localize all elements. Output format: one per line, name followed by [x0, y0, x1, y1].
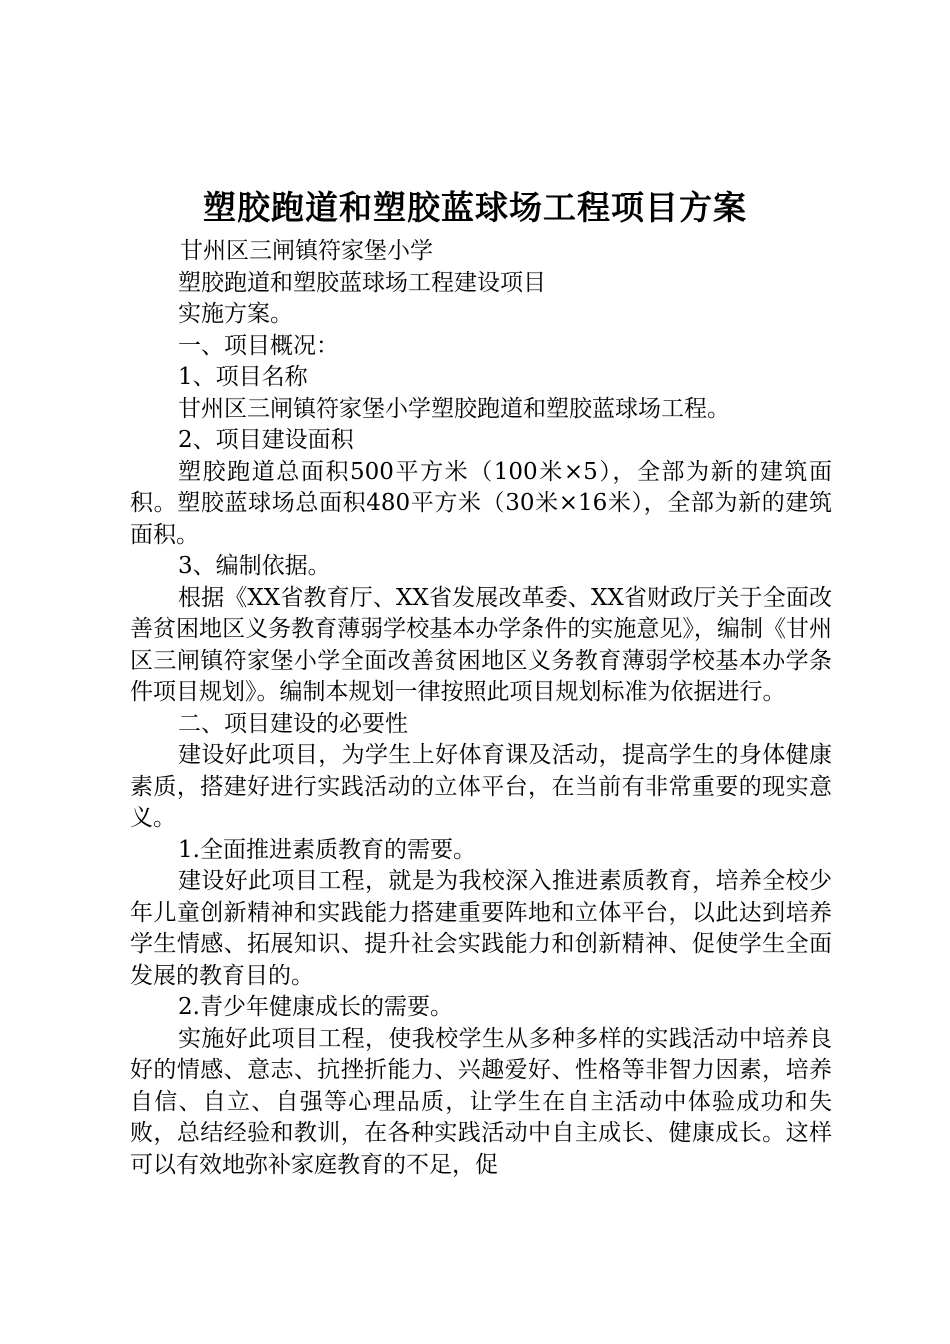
heading-construction-area: 2、项目建设面积 [178, 427, 354, 453]
heading-healthy-growth: 2.青少年健康成长的需要。 [178, 994, 453, 1020]
heading-necessity: 二、项目建设的必要性 [178, 710, 408, 737]
paragraph-quality-education: 建设好此项目工程，就是为我校深入推进素质教育，培养全校少年儿童创新精神和实践能力搭建重要阵地和立体平台，以此达到培养学生情感、拓展知识、提升社会实践能力和创新精神、促使学生全面发展的教育目的。 [130, 868, 832, 989]
paragraph-basis: 根据《XX省教育厅、XX省发展改革委、XX省财政厅关于全面改善贫困地区义务教育薄弱学校基本办学条件的实施意见》，编制《甘州区三闸镇符家堡小学全面改善贫困地区义务教育薄弱学校基本办学条件项目规划》。编制本规划一律按照此项目规划标准为依据进行。 [130, 584, 832, 705]
paragraph-healthy-growth: 实施好此项目工程，使我校学生从多种多样的实践活动中培养良好的情感、意志、抗挫折能力、兴趣爱好、性格等非智力因素，培养自信、自立、自强等心理品质，让学生在自主活动中体验成功和失败，总结经验和教训，在各种实践活动中自主成长、健康成长。这样可以有效地弥补家庭教育的不足，促 [130, 1025, 832, 1178]
document-title: 塑胶跑道和塑胶蓝球场工程项目方案 [203, 188, 747, 227]
document-body [130, 236, 832, 1181]
paragraph-school-name: 甘州区三闸镇符家堡小学 [180, 238, 433, 264]
paragraph-plan-line: 实施方案。 [178, 301, 293, 327]
heading-basis: 3、编制依据。 [178, 553, 331, 579]
paragraph-project-line: 塑胶跑道和塑胶蓝球场工程建设项目 [178, 269, 546, 296]
heading-overview: 一、项目概况： [178, 332, 339, 359]
heading-project-name: 1、项目名称 [178, 364, 308, 390]
paragraph-construction-area: 塑胶跑道总面积500平方米（100米×5），全部为新的建筑面积。塑胶蓝球场总面积480平方米（30米×16米），全部为新的建筑面积。 [130, 458, 832, 548]
paragraph-necessity: 建设好此项目，为学生上好体育课及活动，提高学生的身体健康素质，搭建好进行实践活动的立体平台，在当前有非常重要的现实意义。 [130, 742, 832, 831]
paragraph-project-name: 甘州区三闸镇符家堡小学塑胶跑道和塑胶蓝球场工程。 [178, 395, 730, 422]
heading-quality-education: 1.全面推进素质教育的需要。 [178, 836, 476, 863]
